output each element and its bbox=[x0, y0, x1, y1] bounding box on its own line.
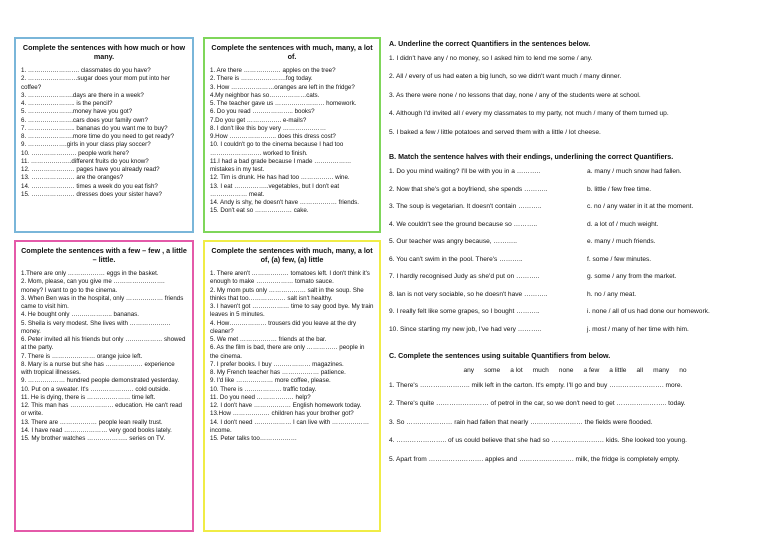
sentence-ending: c. no / any water in it at the moment. bbox=[587, 203, 694, 210]
section-c-items bbox=[389, 382, 761, 464]
sentence-start: 5. Our teacher was angry because, ……….. bbox=[389, 238, 517, 245]
exercise-title: Complete the sentences with how much or how many. bbox=[22, 43, 186, 61]
exercise-sentence: 11.I had a bad grade because I made ……………… mistakes in my test. bbox=[210, 157, 353, 173]
exercise-sentence: 4. How……………… trousers did you leave at the dry cleaner? bbox=[210, 319, 358, 335]
sentence-start: 8. Ian is not very sociable, so he doesn't have ……….. bbox=[389, 290, 548, 298]
word-bank-item: a few bbox=[583, 367, 600, 374]
sentence-ending: d. a lot of / much weight. bbox=[587, 220, 659, 228]
few-little-exercise bbox=[14, 240, 194, 532]
exercise-sentence: 10. There is ……………… traffic today. bbox=[210, 385, 317, 393]
exercise-sentence: 4.My neighbor has so………………cats. bbox=[210, 91, 320, 99]
section-a-items bbox=[389, 55, 761, 137]
word-bank-item: all bbox=[636, 367, 644, 374]
exercise-sentence: 3. So ………………… rain had fallen that nearly …………………… the fields were flooded. bbox=[389, 418, 653, 426]
exercise-sentence: 4. ………………….. is the pencil? bbox=[21, 100, 113, 107]
exercise-sentence: 10. I couldn't go to the cinema because I had too ……………………. worked to finish. bbox=[210, 141, 346, 157]
sentence-ending: b. little / few free time. bbox=[587, 185, 652, 193]
exercise-sentence: 2. Mom, please, can you give me ……………………. money? I want to go to the cinema. bbox=[21, 278, 167, 294]
much-many-a-lot-of-exercise bbox=[203, 37, 381, 233]
exercise-sentence: 1. There's ………………….. milk left in the carton. It's empty. I'll go and buy ……………………. more. bbox=[389, 382, 683, 389]
exercise-sentence: 11. ………………..different fruits do you know? bbox=[21, 157, 149, 165]
exercise-sentence: 10. …………………. people work here? bbox=[21, 149, 129, 157]
sentence-ending: g. some / any from the market. bbox=[587, 273, 677, 280]
section-b-heading: B. Match the sentence halves with their endings, underlining the correct Quantifiers. bbox=[389, 153, 674, 161]
sentence-ending: e. many / much friends. bbox=[587, 238, 656, 245]
exercise-sentence: 14. I don't need ……………… I can live with ……………… income. bbox=[210, 418, 371, 434]
exercise-sentence: 13. I eat ……………..vegetables, but I don't eat ……………… meat. bbox=[210, 182, 341, 198]
exercise-lines bbox=[21, 270, 187, 443]
section-b bbox=[389, 153, 761, 343]
word-bank-item: much bbox=[532, 367, 549, 374]
exercise-sentence: 5. Apart from ……………………. apples and ……………………. milk, the fridge is completely empty. bbox=[389, 455, 680, 463]
exercise-sentence: 11. He is dying, there is ………………… time left. bbox=[21, 393, 156, 401]
section-c bbox=[389, 352, 761, 474]
sentence-ending: f. some / few minutes. bbox=[587, 255, 652, 263]
exercise-sentence: 14. ………………… times a week do you eat fish? bbox=[21, 182, 158, 190]
exercise-sentence: 3. How …………………oranges are left in the fridge? bbox=[210, 83, 355, 91]
match-row bbox=[389, 273, 761, 281]
exercise-title: Complete the sentences with much, many, a lot of. bbox=[211, 43, 373, 61]
match-row bbox=[389, 291, 761, 299]
match-row bbox=[389, 256, 761, 264]
word-bank-item: a little bbox=[609, 367, 627, 374]
exercise-sentence: 1. Are there ……………… apples on the tree? bbox=[210, 67, 336, 74]
exercise-sentence: 3. I haven't got ……………… time to say good bye. My train leaves in 5 minutes. bbox=[210, 303, 376, 319]
exercise-sentence: 7. There is ………………… orange juice left. bbox=[21, 352, 143, 360]
exercise-sentence: 14. Andy is shy, he doesn't have ……………… friends. bbox=[210, 199, 359, 206]
exercise-sentence: 7. ………………….. bananas do you want me to buy? bbox=[21, 124, 168, 132]
sentence-ending: h. no / any meat. bbox=[587, 290, 637, 298]
word-bank-item: no bbox=[679, 367, 687, 374]
exercise-sentence: 5. I baked a few / little potatoes and served them with a little / lot cheese. bbox=[389, 128, 601, 136]
exercise-lines bbox=[21, 67, 187, 199]
match-row bbox=[389, 203, 761, 211]
sentence-ending: a. many / much snow had fallen. bbox=[587, 168, 682, 175]
exercise-lines bbox=[210, 270, 374, 443]
exercise-sentence: 6. Peter invited all his friends but only ……………… showed at the party. bbox=[21, 336, 188, 352]
sentence-start: 10. Since starting my new job, I've had very ……….. bbox=[389, 325, 542, 333]
sentence-ending: j. most / many of her time with him. bbox=[587, 325, 689, 333]
exercise-sentence: 15. My brother watches ……………….. series on TV. bbox=[21, 435, 166, 442]
exercise-sentence: 2. All / every of us had eaten a big lunch, so we didn't want much / many dinner. bbox=[389, 73, 622, 81]
exercise-sentence: 3. ………………….days are there in a week? bbox=[21, 91, 144, 99]
exercise-sentence: 9.How ………………….. does this dress cost? bbox=[210, 133, 336, 140]
exercise-sentence: 11. Do you need ……………… help? bbox=[210, 393, 311, 401]
sentence-start: 3. The soup is vegetarian. It doesn't contain ……….. bbox=[389, 203, 542, 210]
sentence-start: 4. We couldn't see the ground because so ……….. bbox=[389, 220, 538, 228]
sentence-start: 9. I really felt like some grapes, so I bought ……….. bbox=[389, 308, 540, 315]
exercise-sentence: 1.There are only ……………… eggs in the basket. bbox=[21, 270, 159, 277]
exercise-sentence: 9. ……………… hundred people demonstrated yesterday. bbox=[21, 377, 180, 385]
exercise-lines bbox=[210, 67, 374, 216]
word-bank-item: any bbox=[463, 367, 475, 374]
exercise-sentence: 15. Don't eat so ……………… cake. bbox=[210, 207, 309, 215]
word-bank-item: none bbox=[558, 367, 574, 374]
section-a bbox=[389, 40, 761, 147]
exercise-sentence: 13.How ……………… children has your brother got? bbox=[210, 410, 354, 418]
match-row bbox=[389, 221, 761, 229]
exercise-sentence: 1. ……………………. classmates do you have? bbox=[21, 67, 151, 74]
sentence-start: 2. Now that she's got a boyfriend, she spends ……….. bbox=[389, 185, 548, 193]
exercise-sentence: 5. Sheila is very modest. She lives with ……………….. money. bbox=[21, 319, 172, 335]
exercise-sentence: 4. ………………….. of us could believe that she had so …………………… kids. She looked too young. bbox=[389, 437, 687, 445]
exercise-sentence: 2. There is ………………….fog today. bbox=[210, 75, 313, 83]
exercise-title: Complete the sentences with much, many, a lot of, (a) few, (a) little bbox=[211, 246, 373, 264]
exercise-sentence: 2. There's quite …………………… of petrol in the car, so we don't need to get ………………….. today. bbox=[389, 400, 686, 408]
exercise-sentence: 12. I don't have ……………… English homework today. bbox=[210, 402, 362, 409]
sentence-start: 7. I hardly recognised Judy as she'd put on ……….. bbox=[389, 273, 540, 280]
section-a-heading: A. Underline the correct Quantifiers in the sentences below. bbox=[389, 40, 591, 48]
exercise-sentence: 12. Tim is drunk. He has had too ……………. wine. bbox=[210, 174, 350, 182]
exercise-sentence: 5. We met ……………… friends at the bar. bbox=[210, 336, 327, 343]
exercise-sentence: 4. He bought only ……………….. bananas. bbox=[21, 311, 139, 319]
exercise-sentence: 9. I'd like ……………… more coffee, please. bbox=[210, 377, 331, 385]
exercise-sentence: 1. I didn't have any / no money, so I asked him to lend me some / any. bbox=[389, 55, 593, 62]
exercise-sentence: 7. I prefer books. I buy ……………… magazines. bbox=[210, 360, 344, 368]
exercise-sentence: 1. There aren't ……………… tomatoes left. I don't think it's enough to make ……………… tomato sauce. bbox=[210, 270, 372, 286]
exercise-sentence: 14. I have read ………………… very good books lately. bbox=[21, 426, 172, 434]
word-bank bbox=[389, 367, 761, 374]
exercise-sentence: 10. Put on a sweater. It's ………………… cold outside. bbox=[21, 385, 171, 393]
match-table bbox=[389, 168, 761, 333]
exercise-sentence: 8. I don't like this boy very ………………… bbox=[210, 124, 327, 132]
match-row bbox=[389, 326, 761, 334]
exercise-sentence: 7.Do you get …………….. e-mails? bbox=[210, 116, 307, 124]
exercise-sentence: 12. This man has ………………… education. He can't read or write. bbox=[21, 402, 184, 418]
match-row bbox=[389, 238, 761, 246]
exercise-sentence: 6. ………………….cars does your family own? bbox=[21, 116, 148, 124]
exercise-sentence: 6. As the film is bad, there are only …………… people in the cinema. bbox=[210, 344, 367, 360]
sentence-start: 6. You can't swim in the pool. There's ……….. bbox=[389, 255, 523, 263]
mixed-quantifiers-exercise bbox=[203, 240, 381, 532]
exercise-title: Complete the sentences with a few – few , a little – little. bbox=[21, 246, 187, 264]
how-much-how-many-exercise bbox=[14, 37, 194, 233]
exercise-sentence: 3. As there were none / no lessons that day, none / any of the students were at school. bbox=[389, 91, 641, 99]
match-row bbox=[389, 308, 761, 316]
exercise-sentence: 9. ……………….girls in your class play soccer? bbox=[21, 141, 151, 149]
word-bank-item: many bbox=[653, 367, 670, 374]
exercise-sentence: 13. ………………… are the oranges? bbox=[21, 174, 124, 182]
exercise-sentence: 5. The teacher gave us …………………… homework. bbox=[210, 100, 357, 107]
exercise-sentence: 12. ………………… pages have you already read? bbox=[21, 166, 160, 173]
exercise-sentence: 8. My French teacher has ……………… patience. bbox=[210, 369, 346, 376]
exercise-sentence: 13. There are ……………… people lean really trust. bbox=[21, 418, 163, 426]
match-row bbox=[389, 186, 761, 194]
exercise-sentence: 8. ………………….more time do you need to get ready? bbox=[21, 133, 175, 140]
exercise-sentence: 3. When Ben was in the hospital, only ……………… friends came to visit him. bbox=[21, 294, 186, 310]
exercise-sentence: 2. My mom puts only ……………… salt in the soup. She thinks that too……………… salt isn't healthy. bbox=[210, 286, 366, 302]
word-bank-item: a lot bbox=[510, 367, 523, 374]
sentence-ending: i. none / all of us had done our homework. bbox=[587, 308, 710, 315]
word-bank-item: some bbox=[484, 367, 501, 374]
exercise-sentence: 15. ………………… dresses does your sister have? bbox=[21, 190, 162, 198]
exercise-sentence: 6. Do you read ……………….. books? bbox=[210, 108, 315, 116]
exercise-sentence: 15. Peter talks too……………… bbox=[210, 435, 297, 442]
section-c-heading: C. Complete the sentences using suitable Quantifiers from below. bbox=[389, 352, 611, 360]
match-row bbox=[389, 168, 761, 176]
exercise-sentence: 8. Mary is a nurse but she has ……………… experience with tropical illnesses. bbox=[21, 360, 177, 376]
exercise-sentence: 4. Although I'd invited all / every my classmates to my party, not much / many of them turned up. bbox=[389, 110, 669, 118]
exercise-sentence: 2. ……………………sugar does your mom put into her coffee? bbox=[21, 75, 172, 91]
exercise-sentence: 5. ………………….money have you got? bbox=[21, 108, 133, 116]
sentence-start: 1. Do you mind waiting? I'll be with you in a ……….. bbox=[389, 168, 541, 175]
